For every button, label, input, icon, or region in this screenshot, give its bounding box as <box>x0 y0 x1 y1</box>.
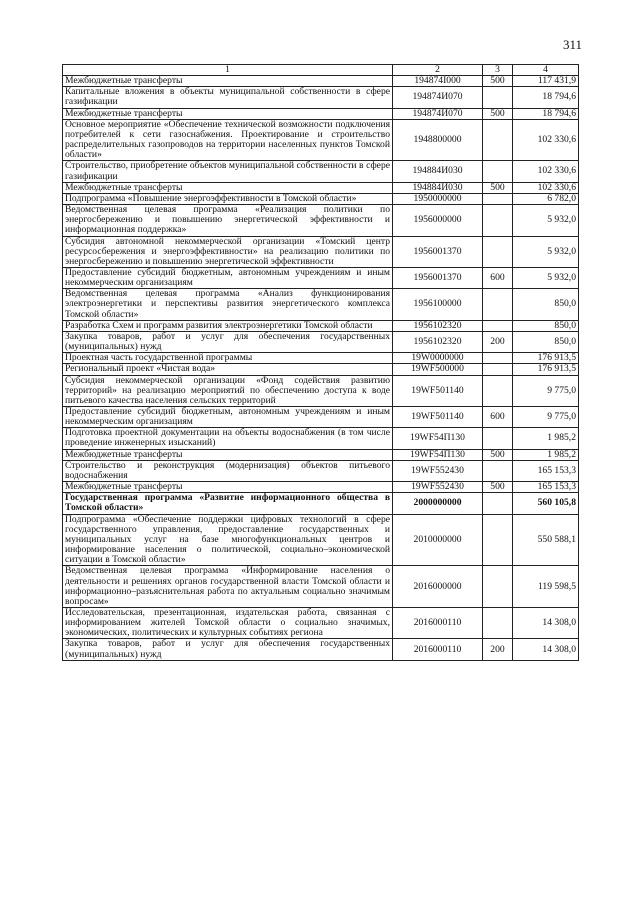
row-vr-cell: 500 <box>483 482 513 493</box>
row-code-cell: 1950000000 <box>393 193 483 204</box>
table-row <box>63 428 579 449</box>
table-row <box>63 460 579 481</box>
row-vr-cell <box>483 375 513 406</box>
row-code-cell: 194884И030 <box>393 161 483 182</box>
row-name-cell: Субсидия некоммерческой организации «Фонд содействия развитию территорий» на реализацию мероприятий по обеспечению доступа к воде питьевого качества населения сельских территорий <box>63 375 393 406</box>
row-sum-cell: 850,0 <box>513 320 579 331</box>
row-vr-cell: 500 <box>483 182 513 193</box>
row-name-cell: Межбюджетные трансферты <box>63 482 393 493</box>
row-name-cell: Межбюджетные трансферты <box>63 108 393 119</box>
row-vr-cell <box>483 607 513 638</box>
header-cell-vr: 3 <box>483 65 513 76</box>
table-row <box>63 331 579 352</box>
row-code-cell: 19WF552430 <box>393 460 483 481</box>
table-row <box>63 639 579 660</box>
row-code-cell: 2016000000 <box>393 566 483 608</box>
row-name-cell: Ведомственная целевая программа «Анализ функционирования электроэнергетики и перспективы развития энергетического комплекса Томской области» <box>63 289 393 320</box>
table-row <box>63 193 579 204</box>
row-name-cell: Межбюджетные трансферты <box>63 182 393 193</box>
table-row <box>63 289 579 320</box>
row-code-cell: 19WF501140 <box>393 375 483 406</box>
row-name-cell: Разработка Схем и программ развития электроэнергетики Томской области <box>63 320 393 331</box>
row-vr-cell: 500 <box>483 76 513 87</box>
row-code-cell: 1956001370 <box>393 267 483 288</box>
row-sum-cell: 165 153,3 <box>513 482 579 493</box>
row-code-cell: 19WF54П130 <box>393 428 483 449</box>
row-sum-cell: 14 308,0 <box>513 639 579 660</box>
row-code-cell: 1956000000 <box>393 205 483 236</box>
row-name-cell: Подпрограмма «Обеспечение поддержки цифровых технологий в сфере государственного управления, предоставление государственных и муниципальных услуг на базе многофункциональных центров и информирование населения о политической, социально–экономической ситуации в Томской области» <box>63 514 393 566</box>
row-name-cell: Закупка товаров, работ и услуг для обеспечения государственных (муниципальных) нужд <box>63 331 393 352</box>
row-code-cell: 1956100000 <box>393 289 483 320</box>
row-name-cell: Государственная программа «Развитие информационного общества в Томской области» <box>63 493 393 514</box>
row-sum-cell: 850,0 <box>513 289 579 320</box>
row-vr-cell <box>483 193 513 204</box>
row-code-cell: 19W0000000 <box>393 353 483 364</box>
row-vr-cell: 500 <box>483 449 513 460</box>
row-vr-cell <box>483 493 513 514</box>
row-code-cell: 2010000000 <box>393 514 483 566</box>
row-sum-cell: 18 794,6 <box>513 87 579 108</box>
row-sum-cell: 850,0 <box>513 331 579 352</box>
row-name-cell: Межбюджетные трансферты <box>63 76 393 87</box>
table-row <box>63 407 579 428</box>
table-row <box>63 449 579 460</box>
row-name-cell: Строительство и реконструкция (модернизация) объектов питьевого водоснабжения <box>63 460 393 481</box>
table-row <box>63 182 579 193</box>
row-sum-cell: 9 775,0 <box>513 375 579 406</box>
table-row <box>63 493 579 514</box>
row-vr-cell <box>483 205 513 236</box>
row-vr-cell <box>483 566 513 608</box>
row-vr-cell <box>483 236 513 267</box>
table-row <box>63 607 579 638</box>
row-name-cell: Предоставление субсидий бюджетным, автономным учреждениям и иным некоммерческим организациям <box>63 267 393 288</box>
table-row <box>63 108 579 119</box>
row-sum-cell: 14 308,0 <box>513 607 579 638</box>
row-name-cell: Капитальные вложения в объекты муниципальной собственности в сфере газификации <box>63 87 393 108</box>
row-sum-cell: 102 330,6 <box>513 119 579 161</box>
row-code-cell: 19WF552430 <box>393 482 483 493</box>
row-sum-cell: 102 330,6 <box>513 182 579 193</box>
row-vr-cell <box>483 320 513 331</box>
row-sum-cell: 5 932,0 <box>513 205 579 236</box>
row-code-cell: 194874И070 <box>393 108 483 119</box>
row-code-cell: 194874И070 <box>393 87 483 108</box>
row-code-cell: 1956102320 <box>393 320 483 331</box>
table-row <box>63 76 579 87</box>
row-vr-cell: 600 <box>483 267 513 288</box>
row-sum-cell: 560 105,8 <box>513 493 579 514</box>
row-sum-cell: 6 782,0 <box>513 193 579 204</box>
table-row <box>63 566 579 608</box>
row-name-cell: Строительство, приобретение объектов муниципальной собственности в сфере газификации <box>63 161 393 182</box>
row-code-cell: 2000000000 <box>393 493 483 514</box>
row-vr-cell: 500 <box>483 108 513 119</box>
row-name-cell: Региональный проект «Чистая вода» <box>63 364 393 375</box>
row-name-cell: Подпрограмма «Повышение энергоэффективности в Томской области» <box>63 193 393 204</box>
row-name-cell: Ведомственная целевая программа «Реализация политики по энергосбережению и повышению энергетической эффективности и информационная поддержка» <box>63 205 393 236</box>
row-vr-cell <box>483 428 513 449</box>
table-row <box>63 364 579 375</box>
row-vr-cell: 600 <box>483 407 513 428</box>
row-sum-cell: 5 932,0 <box>513 236 579 267</box>
row-vr-cell <box>483 364 513 375</box>
row-vr-cell <box>483 289 513 320</box>
row-code-cell: 194884И030 <box>393 182 483 193</box>
row-code-cell: 2016000110 <box>393 639 483 660</box>
row-vr-cell <box>483 460 513 481</box>
row-vr-cell <box>483 87 513 108</box>
row-vr-cell <box>483 161 513 182</box>
row-name-cell: Основное мероприятие «Обеспечение технической возможности подключения потребителей к сети газоснабжения. Проектирование и строительство распределительных газопроводов на территории населенных пунктов Томской области» <box>63 119 393 161</box>
table-row <box>63 236 579 267</box>
row-sum-cell: 176 913,5 <box>513 353 579 364</box>
row-sum-cell: 117 431,9 <box>513 76 579 87</box>
row-vr-cell <box>483 119 513 161</box>
row-sum-cell: 1 985,2 <box>513 449 579 460</box>
row-code-cell: 1956001370 <box>393 236 483 267</box>
row-name-cell: Ведомственная целевая программа «Информирование населения о деятельности и решениях органов государственной власти Томской области и информационно–разъяснительная работа по актуальным социально значимым вопросам» <box>63 566 393 608</box>
table-row <box>63 353 579 364</box>
row-sum-cell: 165 153,3 <box>513 460 579 481</box>
row-code-cell: 2016000110 <box>393 607 483 638</box>
table-row <box>63 87 579 108</box>
table-row <box>63 320 579 331</box>
row-name-cell: Предоставление субсидий бюджетным, автономным учреждениям и иным некоммерческим организациям <box>63 407 393 428</box>
row-name-cell: Субсидия автономной некоммерческой организации «Томский центр ресурсосбережения и энергоэффективности» на реализацию политики по энергосбережению и повышению энергетической эффективности <box>63 236 393 267</box>
row-sum-cell: 1 985,2 <box>513 428 579 449</box>
row-sum-cell: 176 913,5 <box>513 364 579 375</box>
row-sum-cell: 9 775,0 <box>513 407 579 428</box>
table-header-row <box>63 65 579 76</box>
row-vr-cell <box>483 514 513 566</box>
row-code-cell: 1956102320 <box>393 331 483 352</box>
table-row <box>63 267 579 288</box>
budget-table <box>62 64 579 661</box>
row-sum-cell: 5 932,0 <box>513 267 579 288</box>
header-cell-name: 1 <box>63 65 393 76</box>
row-vr-cell <box>483 353 513 364</box>
page-number: 311 <box>562 37 582 52</box>
row-sum-cell: 18 794,6 <box>513 108 579 119</box>
header-cell-sum: 4 <box>513 65 579 76</box>
table-row <box>63 161 579 182</box>
row-name-cell: Исследовательская, презентационная, издательская работа, связанная с информированием жителей Томской области о социально значимых, экономических, политических и культурных событиях региона <box>63 607 393 638</box>
table-row <box>63 205 579 236</box>
row-vr-cell: 200 <box>483 331 513 352</box>
row-name-cell: Межбюджетные трансферты <box>63 449 393 460</box>
table-row <box>63 119 579 161</box>
row-name-cell: Проектная часть государственной программы <box>63 353 393 364</box>
row-code-cell: 19WF501140 <box>393 407 483 428</box>
table-row <box>63 482 579 493</box>
row-sum-cell: 102 330,6 <box>513 161 579 182</box>
table-row <box>63 375 579 406</box>
header-cell-code: 2 <box>393 65 483 76</box>
row-name-cell: Закупка товаров, работ и услуг для обеспечения государственных (муниципальных) нужд <box>63 639 393 660</box>
table-row <box>63 514 579 566</box>
row-sum-cell: 550 588,1 <box>513 514 579 566</box>
row-vr-cell: 200 <box>483 639 513 660</box>
row-code-cell: 1948800000 <box>393 119 483 161</box>
row-name-cell: Подготовка проектной документации на объекты водоснабжения (в том числе проведение инженерных изысканий) <box>63 428 393 449</box>
row-sum-cell: 119 598,5 <box>513 566 579 608</box>
row-code-cell: 19WF54П130 <box>393 449 483 460</box>
row-code-cell: 19WF500000 <box>393 364 483 375</box>
row-code-cell: 194874I000 <box>393 76 483 87</box>
